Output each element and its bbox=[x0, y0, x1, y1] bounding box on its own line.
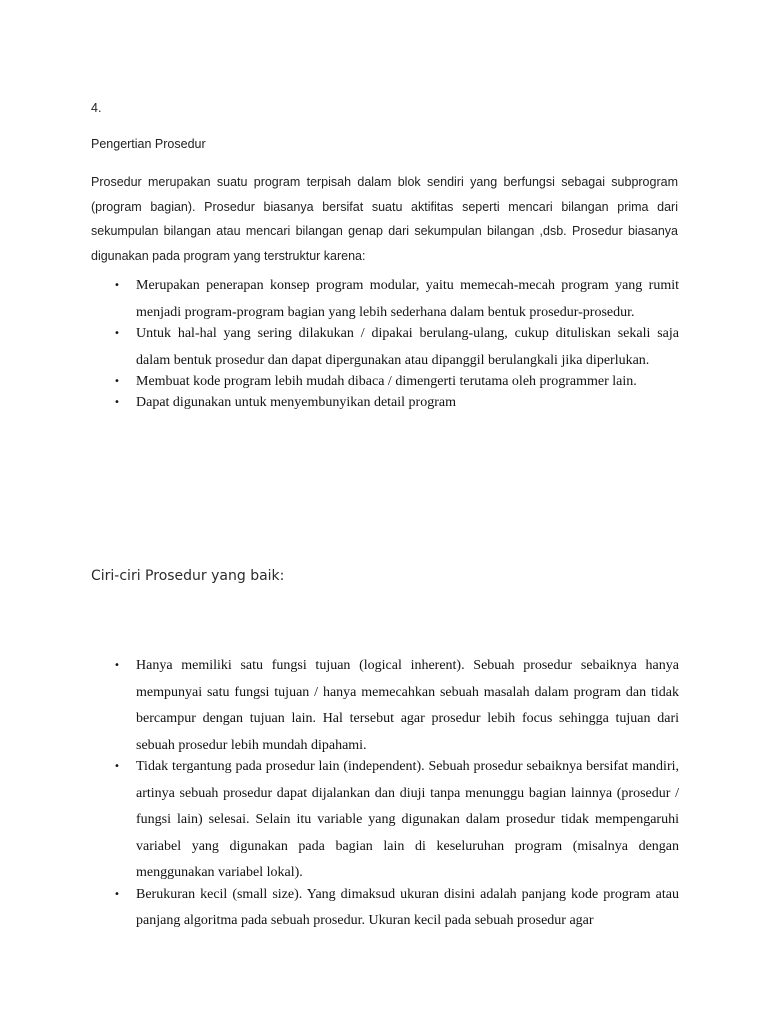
criteria-list bbox=[114, 653, 679, 930]
bullet-icon: • bbox=[114, 328, 120, 339]
list-item-text: Membuat kode program lebih mudah dibaca / dimengerti terutama oleh programmer lain. bbox=[136, 374, 637, 389]
list-item-text: Tidak tergantung pada prosedur lain (independent). Sebuah prosedur sebaiknya bersifat mandiri, artinya sebuah prosedur dapat dijalankan dan diuji tanpa menunggu bagian lainnya (prosedur / fungsi lain) selesai. Selain itu variable yang digunakan dalam prosedur tidak mempengaruhi variabel yang digunakan pada bagian lain di keseluruhan program (misalnya dengan menggunakan variabel lokal). bbox=[136, 759, 679, 880]
list-item bbox=[114, 389, 679, 416]
section-number: 4. bbox=[91, 101, 102, 115]
bullet-icon: • bbox=[114, 397, 120, 408]
bullet-icon: • bbox=[114, 761, 120, 772]
reasons-list bbox=[114, 272, 679, 410]
definition-title: Pengertian Prosedur bbox=[91, 137, 206, 151]
list-item bbox=[114, 320, 679, 374]
criteria-heading: Ciri-ciri Prosedur yang baik: bbox=[91, 568, 285, 584]
list-item bbox=[114, 653, 679, 759]
list-item-text: Untuk hal-hal yang sering dilakukan / dipakai berulang-ulang, cukup dituliskan sekali saja dalam bentuk prosedur dan dapat dipergunakan atau dipanggil berulangkali jika diperlukan. bbox=[136, 326, 679, 368]
list-item bbox=[114, 272, 679, 326]
intro-paragraph: Prosedur merupakan suatu program terpisah dalam blok sendiri yang berfungsi sebagai subprogram (program bagian). Prosedur biasanya bersifat suatu aktifitas seperti mencari bilangan prima dari sekumpulan bilangan atau mencari bilangan genap dari sekumpulan bilangan ,dsb. Prosedur biasanya digunakan pada program yang terstruktur karena: bbox=[91, 175, 678, 263]
list-item bbox=[114, 882, 679, 935]
bullet-icon: • bbox=[114, 660, 120, 671]
bullet-icon: • bbox=[114, 376, 120, 387]
list-item bbox=[114, 754, 679, 887]
list-item-text: Berukuran kecil (small size). Yang dimaksud ukuran disini adalah panjang kode program atau panjang algoritma pada sebuah prosedur. Ukuran kecil pada sebuah prosedur agar bbox=[136, 886, 679, 928]
list-item-text: Hanya memiliki satu fungsi tujuan (logical inherent). Sebuah prosedur sebaiknya hanya mempunyai satu fungsi tujuan / hanya memecahkan sebuah masalah dalam program dan tidak bercampur dengan tujuan lain. Hal tersebut agar prosedur lebih focus sehingga tujuan dari sebuah prosedur lebih mundah dipahami. bbox=[136, 658, 679, 753]
list-item-text: Merupakan penerapan konsep program modular, yaitu memecah-mecah program yang rumit menjadi program-program bagian yang lebih sederhana dalam bentuk prosedur-prosedur. bbox=[136, 278, 679, 320]
bullet-icon: • bbox=[114, 280, 120, 291]
bullet-icon: • bbox=[114, 888, 120, 900]
list-item-text: Dapat digunakan untuk menyembunyikan detail program bbox=[136, 395, 456, 410]
